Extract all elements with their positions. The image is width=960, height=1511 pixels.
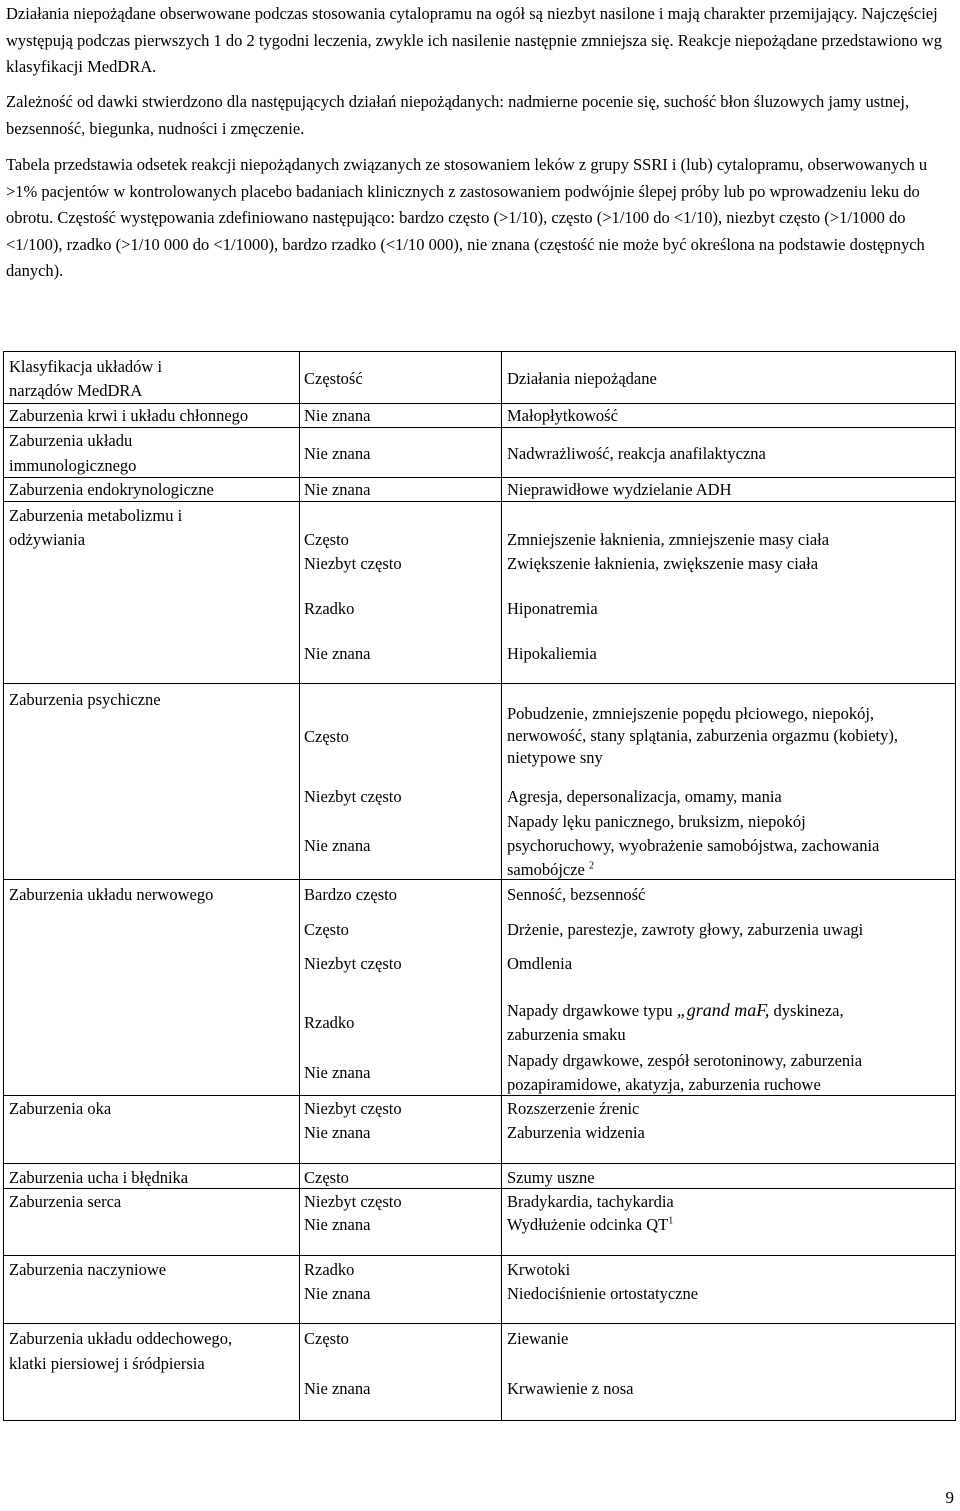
organ-class-cardiac: Zaburzenia serca [9,1192,122,1211]
frequency-cell: Często [304,920,349,939]
effect-cell: Krwotoki [507,1260,571,1279]
frequency-cell: Nie znana [304,644,371,663]
organ-class-metabolic-line1: Zaburzenia metabolizmu i [9,506,183,525]
frequency-cell: Nie znana [304,1215,371,1234]
row-divider [4,427,955,428]
row-divider [4,683,955,684]
effect-cell: Agresja, depersonalizacja, omamy, mania [507,787,782,806]
effect-cell: Zmniejszenie łaknienia, zmniejszenie masy ciała [507,530,830,549]
frequency-cell: Nie znana [304,1123,371,1142]
frequency-cell: Nie znana [304,1379,371,1398]
frequency-cell: Rzadko [304,1013,355,1032]
frequency-cell: Bardzo często [304,885,397,904]
organ-class-immune-line2: immunologicznego [9,456,137,475]
frequency-cell: Rzadko [304,1260,355,1279]
frequency-cell: Często [304,1329,349,1348]
page-number: 9 [945,1488,954,1507]
header-organ-class-line1: Klasyfikacja układów i [9,357,163,376]
effect-cell: Drżenie, parestezje, zawroty głowy, zaburzenia uwagi [507,920,864,939]
frequency-cell: Nie znana [304,444,371,463]
effect-cell: Pobudzenie, zmniejszenie popędu płciowego, niepokój, nerwowość, stany splątania, zaburzenia orgazmu (kobiety), nietypowe sny [507,704,898,767]
effect-cell: Szumy uszne [507,1168,595,1187]
organ-class-eye: Zaburzenia oka [9,1099,112,1118]
frequency-cell: Rzadko [304,599,355,618]
frequency-cell: Niezbyt często [304,1099,402,1118]
organ-class-blood: Zaburzenia krwi i układu chłonnego [9,406,249,425]
effect-text: Wydłużenie odcinka QT [507,1215,669,1234]
effect-cell: Napady lęku panicznego, bruksizm, niepokój [507,812,806,831]
organ-class-endocrine: Zaburzenia endokrynologiczne [9,480,214,499]
organ-class-respiratory-line2: klatki piersiowej i śródpiersia [9,1354,205,1373]
organ-class-metabolic-line2: odżywiania [9,530,86,549]
frequency-cell: Nie znana [304,480,371,499]
adverse-reactions-table [3,351,956,1421]
organ-class-vascular: Zaburzenia naczyniowe [9,1260,167,1279]
footnote-marker: 2 [589,860,595,872]
row-divider [4,1323,955,1324]
effect-text: samobójcze [507,860,585,879]
header-organ-class-line2: narządów MedDRA [9,381,143,400]
effect-cell [507,1213,673,1237]
intro-paragraph: Działania niepożądane obserwowane podczas stosowania cytalopramu na ogół są niezbyt nasilone i mają charakter przemijający. Najczęściej występują podczas pierwszych 1 do 2 tygodni leczenia, zwykle ich nasilenie następnie zmniejsza się. Reakcje niepożądane przedstawiono wg klasyfikacji MedDRA. [6,4,943,76]
header-adverse-effects: Działania niepożądane [507,369,657,388]
effect-cell: Zwiększenie łaknienia, zwiększenie masy ciała [507,554,819,573]
dose-dependence-paragraph: Zależność od dawki stwierdzono dla następujących działań niepożądanych: nadmierne pocenie się, suchość błon śluzowych jamy ustnej, bezsenność, biegunka, nudności i zmęczenie. [6,92,910,138]
frequency-cell: Nie znana [304,406,371,425]
row-divider [4,1163,955,1164]
row-divider [4,1095,955,1096]
frequency-cell: Niezbyt często [304,787,402,806]
organ-class-immune-line1: Zaburzenia układu [9,431,133,450]
effect-cell: Niedociśnienie ortostatyczne [507,1284,699,1303]
effect-text-italic: „grand maF, [676,1000,770,1020]
frequency-cell: Niezbyt często [304,554,402,573]
effect-cell: Hipokaliemia [507,644,597,663]
effect-cell: Napady drgawkowe, zespół serotoninowy, zaburzenia [507,1051,863,1070]
effect-cell: psychoruchowy, wyobrażenie samobójstwa, zachowania [507,836,880,855]
frequency-cell: Niezbyt często [304,954,402,973]
frequency-cell: Często [304,727,349,746]
frequency-cell: Niezbyt często [304,1192,402,1211]
effect-text: Napady drgawkowe typu [507,1001,673,1020]
frequency-cell: Nie znana [304,836,371,855]
footnote-marker: 1 [668,1215,674,1227]
header-frequency: Częstość [304,369,363,388]
organ-class-respiratory-line1: Zaburzenia układu oddechowego, [9,1329,233,1348]
effect-cell: Ziewanie [507,1329,569,1348]
frequency-cell: Nie znana [304,1063,371,1082]
organ-class-psychiatric: Zaburzenia psychiczne [9,690,161,709]
frequency-cell: Często [304,1168,349,1187]
row-divider [4,1188,955,1189]
effect-cell: Bradykardia, tachykardia [507,1192,674,1211]
row-divider [4,879,955,880]
effect-cell: Omdlenia [507,954,573,973]
effect-cell: Zaburzenia widzenia [507,1123,645,1142]
effect-cell [507,998,844,1023]
frequency-definition-paragraph: Tabela przedstawia odsetek reakcji niepożądanych związanych ze stosowaniem leków z grupy SSRI i (lub) cytalopramu, obserwowanych u >1% pacjentów w kontrolowanych placebo badaniach klinicznych z zastosowaniem podwójnie ślepej próby lub po wprowadzeniu leku do obrotu. Częstość występowania zdefiniowano następująco: bardzo często (>1/10), często (>1/100 do <1/10), niezbyt często (>1/1000 do <1/100), rzadko (>1/10 000 do <1/1000), bardzo rzadko (<1/10 000), nie znana (częstość nie może być określona na podstawie dostępnych danych). [6,155,928,280]
effect-cell: Małopłytkowość [507,406,618,425]
effect-cell: Nieprawidłowe wydzielanie ADH [507,480,732,499]
frequency-cell: Często [304,530,349,549]
effect-cell: Krwawienie z nosa [507,1379,634,1398]
row-divider [4,501,955,502]
organ-class-ear: Zaburzenia ucha i błędnika [9,1168,189,1187]
row-divider [4,1255,955,1256]
effect-text: dyskineza, [773,1001,844,1020]
effect-cell: Senność, bezsenność [507,885,646,904]
effect-cell: Rozszerzenie źrenic [507,1099,640,1118]
effect-cell: Hiponatremia [507,599,598,618]
frequency-cell: Nie znana [304,1284,371,1303]
effect-cell: Nadwrażliwość, reakcja anafilaktyczna [507,444,766,463]
column-divider [299,352,300,1420]
organ-class-nervous: Zaburzenia układu nerwowego [9,885,214,904]
column-divider [501,352,502,1420]
effect-cell: pozapiramidowe, akatyzja, zaburzenia ruchowe [507,1075,821,1094]
effect-cell: zaburzenia smaku [507,1025,626,1044]
